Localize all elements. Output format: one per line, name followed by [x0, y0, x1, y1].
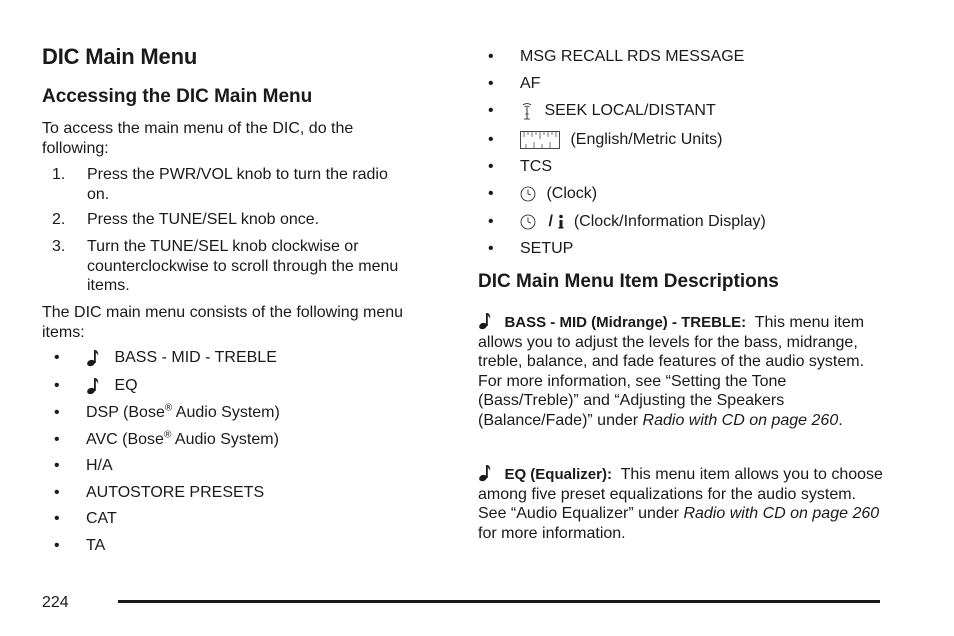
registered-mark: ®: [163, 429, 172, 441]
clock-icon: [520, 214, 536, 230]
cross-reference: Radio with CD on page 260: [683, 505, 880, 522]
music-note-icon: [86, 376, 100, 396]
step-text: Press the PWR/VOL knob to turn the radio on.: [87, 166, 388, 203]
menu-item-label: AF: [520, 75, 541, 92]
step-number: 3.: [52, 238, 66, 255]
music-note-icon: [478, 463, 492, 483]
menu-item-label: TCS: [520, 158, 552, 175]
description-text: This menu item allows you to adjust the levels for the bass, midrange, treble, balance, and fade features of the audio system. For more information, see “Setting the Tone (Bass/Treble)” and “Adjusting the Speakers (Balance/Fade)” under: [478, 314, 865, 429]
consists-paragraph: The DIC main menu consists of the following menu items:: [42, 304, 404, 341]
description-text: This menu item allows you to choose among five preset equalizations for the audio system. See “Audio Equalizer” under: [478, 466, 883, 522]
description-bass: BASS - MID (Midrange) - TREBLE: This menu item allows you to adjust the levels for the bass, midrange, treble, balance, and fade features of the audio system. For more information, see “Setting the Tone (Bass/Treble)” and “Adjusting the Speakers (Balance/Fade)” under Radio with CD on page 260.: [478, 311, 883, 430]
menu-item-label: DSP (Bose: [86, 404, 165, 421]
menu-item-label: AUTOSTORE PRESETS: [86, 484, 265, 501]
description-label: EQ (Equalizer):: [504, 466, 612, 483]
menu-item-label: H/A: [86, 457, 113, 474]
step-number: 2.: [52, 211, 66, 228]
description-label: BASS - MID (Midrange) - TREBLE:: [504, 314, 747, 331]
menu-item-label: AVC (Bose: [86, 431, 164, 448]
music-note-icon: [86, 348, 100, 368]
ruler-icon: [520, 131, 560, 149]
menu-item-label: CAT: [86, 510, 117, 527]
section-heading-accessing: Accessing the DIC Main Menu: [42, 86, 313, 107]
menu-item-label: SETUP: [520, 240, 574, 257]
description-eq: EQ (Equalizer): This menu item allows you to choose among five preset equalizations for the audio system. See “Audio Equalizer” under Radio with CD on page 260 for more information.: [478, 463, 883, 543]
page-title: DIC Main Menu: [42, 44, 198, 69]
step-text: Press the TUNE/SEL knob once.: [87, 211, 320, 228]
clock-icon: [520, 186, 536, 202]
page-number: 224: [42, 594, 69, 611]
music-note-icon: [478, 311, 492, 331]
cross-reference: Radio with CD on page 260: [642, 411, 839, 429]
menu-item-label: BASS - MID - TREBLE: [114, 349, 277, 367]
menu-item-label: MSG RECALL RDS MESSAGE: [520, 48, 745, 65]
intro-paragraph: To access the main menu of the DIC, do the following:: [42, 120, 354, 157]
section-heading-descriptions: DIC Main Menu Item Descriptions: [478, 271, 779, 292]
step-text: Turn the TUNE/SEL knob clockwise or counterclockwise to scroll through the menu items.: [87, 238, 399, 294]
menu-item-label: TA: [86, 537, 106, 554]
footer-rule: [118, 600, 880, 603]
step-number: 1.: [52, 166, 66, 183]
separator: /: [548, 213, 553, 230]
info-icon: [557, 214, 565, 230]
antenna-icon: [520, 102, 534, 120]
menu-item-label: EQ: [114, 377, 138, 395]
registered-mark: ®: [164, 402, 173, 414]
